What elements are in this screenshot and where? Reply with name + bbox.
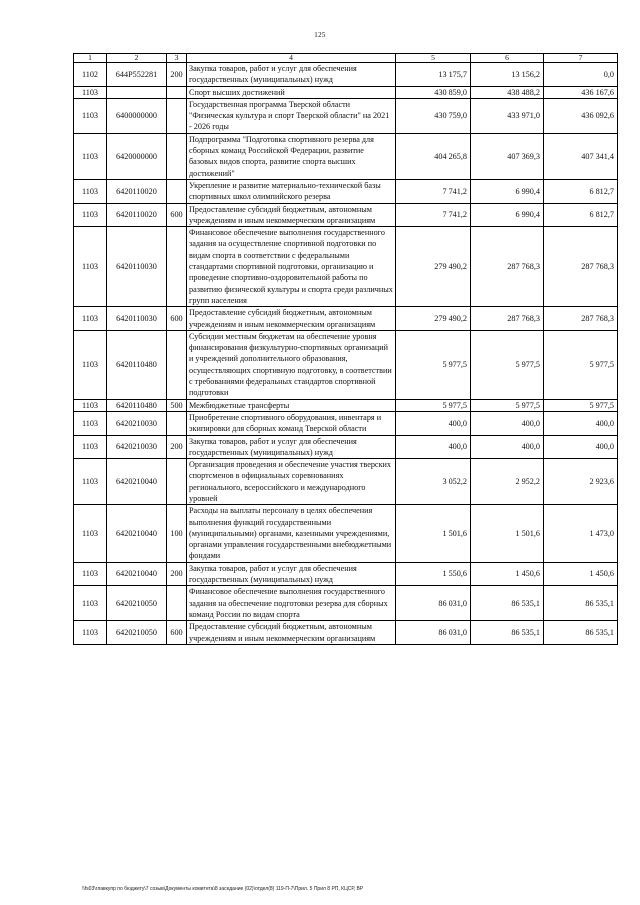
amount-col-6: 433 971,0: [471, 98, 544, 133]
expense-kind-code: 600: [167, 307, 187, 331]
amount-col-7: 6 812,7: [544, 203, 618, 227]
amount-col-7: 407 341,4: [544, 133, 618, 179]
amount-col-6: 287 768,3: [471, 307, 544, 331]
table-row: [74, 86, 618, 98]
amount-col-5: 3 052,2: [396, 459, 471, 505]
amount-col-6: 6 990,4: [471, 203, 544, 227]
table-row: [74, 459, 618, 505]
expense-kind-code: [167, 330, 187, 399]
header-col-2: 2: [107, 54, 167, 63]
amount-col-5: 430 859,0: [396, 86, 471, 98]
expense-kind-code: 600: [167, 203, 187, 227]
expense-kind-code: [167, 86, 187, 98]
target-article-code: 6420000000: [107, 133, 167, 179]
expense-kind-code: [167, 411, 187, 435]
expense-kind-code: [167, 586, 187, 621]
item-name: Подпрограмма "Подготовка спортивного резерва для сборных команд Российской Федерации, развитие базовых видов спорта, развитие спорта высших достижений": [187, 133, 396, 179]
item-name: Расходы на выплаты персоналу в целях обеспечения выполнения функций государственными (муниципальными) органами, казенными учреждениями, органами управления государственными внебюджетными фондами: [187, 505, 396, 562]
amount-col-5: 86 031,0: [396, 621, 471, 645]
amount-col-6: 2 952,2: [471, 459, 544, 505]
amount-col-6: 86 535,1: [471, 621, 544, 645]
target-article-code: 6420210030: [107, 411, 167, 435]
target-article-code: 6420110480: [107, 399, 167, 411]
amount-col-7: 1 473,0: [544, 505, 618, 562]
section-code: 1103: [74, 227, 107, 307]
section-code: 1102: [74, 63, 107, 87]
amount-col-6: 5 977,5: [471, 399, 544, 411]
budget-table: [73, 53, 618, 645]
target-article-code: 6420210050: [107, 586, 167, 621]
amount-col-7: 1 450,6: [544, 562, 618, 586]
section-code: 1103: [74, 411, 107, 435]
page-number: 125: [314, 31, 326, 39]
amount-col-7: 287 768,3: [544, 307, 618, 331]
table-row: [74, 411, 618, 435]
table-row: [74, 621, 618, 645]
section-code: 1103: [74, 586, 107, 621]
item-name: Спорт высших достижений: [187, 86, 396, 98]
section-code: 1103: [74, 98, 107, 133]
table-row: [74, 435, 618, 459]
item-name: Государственная программа Тверской области "Физическая культура и спорт Тверской области" на 2021 - 2026 годы: [187, 98, 396, 133]
item-name: Закупка товаров, работ и услуг для обеспечения государственных (муниципальных) нужд: [187, 435, 396, 459]
section-code: 1103: [74, 179, 107, 203]
amount-col-5: 86 031,0: [396, 586, 471, 621]
item-name: Закупка товаров, работ и услуг для обеспечения государственных (муниципальных) нужд: [187, 63, 396, 87]
amount-col-7: 2 923,6: [544, 459, 618, 505]
expense-kind-code: 200: [167, 435, 187, 459]
amount-col-5: 5 977,5: [396, 399, 471, 411]
item-name: Межбюджетные трансферты: [187, 399, 396, 411]
expense-kind-code: 200: [167, 562, 187, 586]
expense-kind-code: 200: [167, 63, 187, 87]
section-code: 1103: [74, 133, 107, 179]
amount-col-5: 404 265,8: [396, 133, 471, 179]
table-row: [74, 133, 618, 179]
amount-col-5: 7 741,2: [396, 179, 471, 203]
item-name: Закупка товаров, работ и услуг для обеспечения государственных (муниципальных) нужд: [187, 562, 396, 586]
table-row: [74, 63, 618, 87]
amount-col-5: 1 550,6: [396, 562, 471, 586]
section-code: 1103: [74, 307, 107, 331]
amount-col-6: 407 369,3: [471, 133, 544, 179]
amount-col-5: 279 490,2: [396, 227, 471, 307]
expense-kind-code: [167, 179, 187, 203]
amount-col-5: 13 175,7: [396, 63, 471, 87]
amount-col-7: 400,0: [544, 435, 618, 459]
target-article-code: 6420210040: [107, 459, 167, 505]
target-article-code: 6420210040: [107, 505, 167, 562]
amount-col-6: 287 768,3: [471, 227, 544, 307]
amount-col-5: 1 501,6: [396, 505, 471, 562]
target-article-code: 6420210030: [107, 435, 167, 459]
amount-col-7: 436 092,6: [544, 98, 618, 133]
expense-kind-code: 500: [167, 399, 187, 411]
amount-col-5: 7 741,2: [396, 203, 471, 227]
section-code: 1103: [74, 86, 107, 98]
header-col-7: 7: [544, 54, 618, 63]
table-row: [74, 203, 618, 227]
table-row: [74, 227, 618, 307]
target-article-code: 6420110030: [107, 227, 167, 307]
expense-kind-code: [167, 98, 187, 133]
amount-col-6: 1 501,6: [471, 505, 544, 562]
table-row: [74, 586, 618, 621]
item-name: Предоставление субсидий бюджетным, автономным учреждениям и иным некоммерческим организациям: [187, 307, 396, 331]
amount-col-7: 287 768,3: [544, 227, 618, 307]
expense-kind-code: 600: [167, 621, 187, 645]
header-col-5: 5: [396, 54, 471, 63]
section-code: 1103: [74, 621, 107, 645]
table-row: [74, 307, 618, 331]
amount-col-7: 86 535,1: [544, 621, 618, 645]
item-name: Организация проведения и обеспечение участия тверских спортсменов в официальных соревнованиях регионального, всероссийского и международного уровней: [187, 459, 396, 505]
footer-file-path: \\fs03\главкупр по бюджету\7 созыв\Документы комитета\8 заседание (02)\отдел(8) 119-П-7\Прил. 5 Прил 8 РП, КЦСР, ВР: [82, 886, 364, 892]
amount-col-6: 5 977,5: [471, 330, 544, 399]
header-col-3: 3: [167, 54, 187, 63]
amount-col-7: 5 977,5: [544, 399, 618, 411]
amount-col-7: 5 977,5: [544, 330, 618, 399]
table-row: [74, 330, 618, 399]
target-article-code: 6400000000: [107, 98, 167, 133]
amount-col-7: 436 167,6: [544, 86, 618, 98]
amount-col-5: 430 759,0: [396, 98, 471, 133]
amount-col-6: 6 990,4: [471, 179, 544, 203]
target-article-code: 644Р552281: [107, 63, 167, 87]
amount-col-7: 86 535,1: [544, 586, 618, 621]
expense-kind-code: [167, 133, 187, 179]
amount-col-5: 400,0: [396, 435, 471, 459]
header-col-1: 1: [74, 54, 107, 63]
amount-col-5: 5 977,5: [396, 330, 471, 399]
section-code: 1103: [74, 562, 107, 586]
amount-col-7: 400,0: [544, 411, 618, 435]
section-code: 1103: [74, 330, 107, 399]
amount-col-7: 6 812,7: [544, 179, 618, 203]
table-row: [74, 179, 618, 203]
table-row: [74, 505, 618, 562]
amount-col-6: 438 488,2: [471, 86, 544, 98]
section-code: 1103: [74, 399, 107, 411]
amount-col-6: 1 450,6: [471, 562, 544, 586]
amount-col-6: 86 535,1: [471, 586, 544, 621]
expense-kind-code: [167, 459, 187, 505]
item-name: Предоставление субсидий бюджетным, автономным учреждениям и иным некоммерческим организациям: [187, 203, 396, 227]
target-article-code: 6420110020: [107, 179, 167, 203]
header-col-4: 4: [187, 54, 396, 63]
amount-col-5: 279 490,2: [396, 307, 471, 331]
amount-col-6: 400,0: [471, 435, 544, 459]
item-name: Укрепление и развитие материально-технической базы спортивных школ олимпийского резерва: [187, 179, 396, 203]
amount-col-6: 13 156,2: [471, 63, 544, 87]
item-name: Финансовое обеспечение выполнения государственного задания на обеспечение подготовки резерва для сборных команд России по видам спорта: [187, 586, 396, 621]
table-row: [74, 399, 618, 411]
table-row: [74, 562, 618, 586]
expense-kind-code: [167, 227, 187, 307]
target-article-code: 6420210050: [107, 621, 167, 645]
header-row: [74, 54, 618, 63]
table-row: [74, 98, 618, 133]
amount-col-5: 400,0: [396, 411, 471, 435]
expense-kind-code: 100: [167, 505, 187, 562]
section-code: 1103: [74, 203, 107, 227]
target-article-code: 6420110020: [107, 203, 167, 227]
section-code: 1103: [74, 435, 107, 459]
header-col-6: 6: [471, 54, 544, 63]
amount-col-7: 0,0: [544, 63, 618, 87]
target-article-code: 6420110480: [107, 330, 167, 399]
section-code: 1103: [74, 459, 107, 505]
target-article-code: 6420110030: [107, 307, 167, 331]
section-code: 1103: [74, 505, 107, 562]
item-name: Финансовое обеспечение выполнения государственного задания на осуществление спортивной подготовки по видам спорта в соответствии с федеральными стандартами спортивной подготовки, организацию и проведение спортивно-оздоровительной работы по развитию физической культуры и спорта среди различных групп населения: [187, 227, 396, 307]
target-article-code: 6420210040: [107, 562, 167, 586]
amount-col-6: 400,0: [471, 411, 544, 435]
item-name: Предоставление субсидий бюджетным, автономным учреждениям и иным некоммерческим организациям: [187, 621, 396, 645]
target-article-code: [107, 86, 167, 98]
item-name: Приобретение спортивного оборудования, инвентаря и экипировки для сборных команд Тверской области: [187, 411, 396, 435]
item-name: Субсидии местным бюджетам на обеспечение уровня финансирования физкультурно-спортивных организаций и учреждений дополнительного образования, осуществляющих спортивную подготовку, в соответствии с требованиями федеральных стандартов спортивной подготовки: [187, 330, 396, 399]
